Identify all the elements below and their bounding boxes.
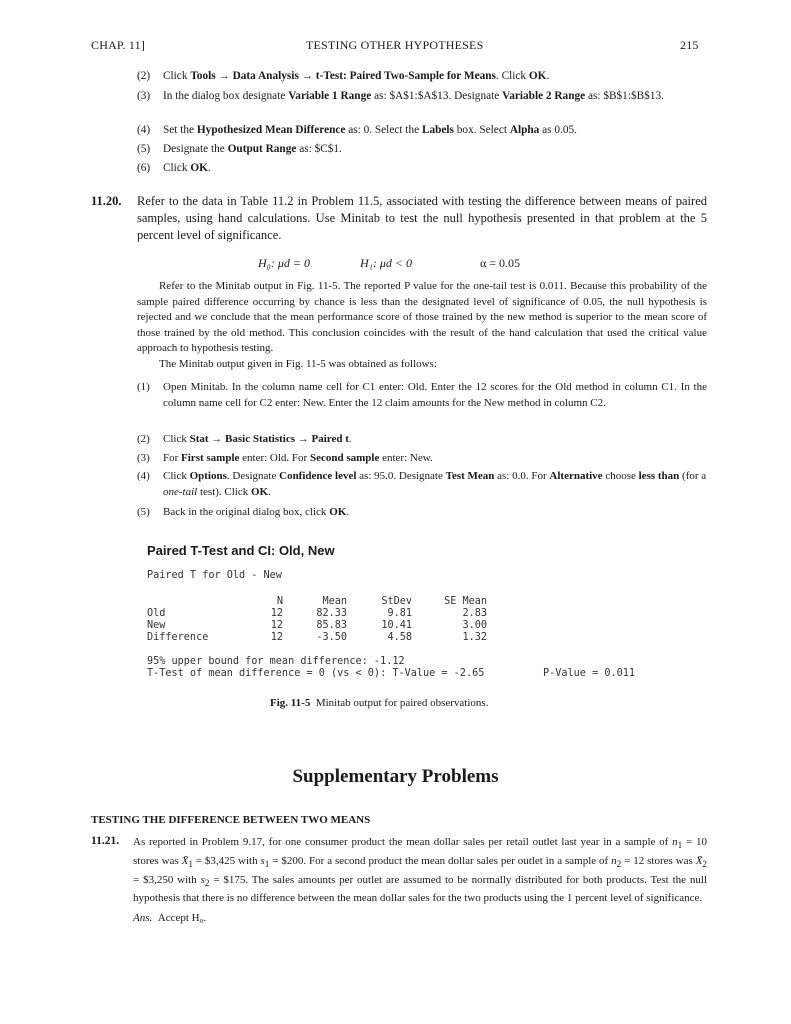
minitab-output-title: Paired T-Test and CI: Old, New — [147, 543, 335, 558]
minitab-step: (2) Click Stat → Basic Statistics → Paired t. — [137, 433, 352, 445]
problem-statement: As reported in Problem 9.17, for one consumer product the mean dollar sales per retail outlet last year in a sample of $n_1 = 10$ stores was $X̄_1$ = $3,425 with $s_1$ = $200. For a second product the mean dollar sales per outlet in a sample of $n_2 = 12$ stores was $X̄_2$ = $3,250 with $s_2$ = $175. The sales amounts per outlet are assumed to be normally distributed for both products. Test the null hypothesis that there is no difference between the mean dollar sales for the two products using the 1 percent level of significance. — [133, 836, 707, 905]
table-cell: 4.58 — [387, 632, 412, 643]
figure-caption — [270, 697, 488, 709]
minitab-step: (3) For First sample enter: Old. For Second sample enter: New. — [137, 452, 433, 464]
table-cell: 85.83 — [316, 620, 347, 631]
table-cell: 12 — [270, 608, 283, 619]
problem-number: 11.20. — [91, 194, 122, 208]
table-cell: 12 — [270, 632, 283, 643]
excel-step: (6) Click OK. — [137, 162, 211, 174]
answer-text: Accept H₀. — [157, 912, 207, 924]
null-hypothesis: H₀: μd = 0 — [258, 256, 310, 270]
table-cell: 2.83 — [462, 608, 487, 619]
answer — [133, 912, 206, 924]
procedure-intro: The Minitab output given in Fig. 11-5 was obtained as follows: — [159, 358, 437, 370]
row-label: Difference — [147, 632, 209, 643]
running-header-chapter: CHAP. 11] — [91, 38, 146, 52]
page-number: 215 — [680, 38, 699, 52]
row-label: Old — [147, 608, 166, 619]
minitab-step: (4) Click Options. Designate Confidence level as: 95.0. Designate Test Mean as: 0.0. For Alternative choose less than (for a one-tail test). Click OK. — [137, 470, 707, 498]
column-header: N — [276, 596, 283, 607]
column-header: Mean — [322, 596, 347, 607]
minitab-output-subtitle: Paired T for Old - New — [147, 570, 282, 581]
table-cell: 10.41 — [381, 620, 412, 631]
excel-step: (4) Set the Hypothesized Mean Difference as: 0. Select the Labels box. Select Alpha as 0.05. — [137, 124, 577, 136]
excel-step: (2) Click Tools → Data Analysis → t-Test: Paired Two-Sample for Means. Click OK. — [137, 70, 550, 82]
problem-statement: Refer to the data in Table 11.2 in Problem 11.5, associated with testing the difference between means of paired samples, using hand calculations. Use Minitab to test the null hypothesis presented in that problem at the 5 percent level of significance. — [137, 194, 707, 242]
significance-level: α = 0.05 — [480, 256, 521, 270]
answer-label: Ans. — [133, 912, 153, 924]
table-cell: 12 — [270, 620, 283, 631]
minitab-step: (1) Open Minitab. In the column name cell for C1 enter: Old. Enter the 12 scores for the Old method in column C1. In the column name cell for C2 enter: New. Enter the 12 claim amounts for the New method in column C2. — [137, 381, 707, 409]
alternative-hypothesis: H₁: μd < 0 — [360, 256, 412, 270]
table-cell: -3.50 — [316, 632, 347, 643]
excel-step: (5) Designate the Output Range as: $C$1. — [137, 143, 342, 155]
section-title: Supplementary Problems — [292, 766, 499, 787]
table-cell: 1.32 — [462, 632, 487, 643]
running-header-title: TESTING OTHER HYPOTHESES — [306, 38, 484, 52]
figure-caption-text: Minitab output for paired observations. — [315, 697, 489, 709]
upper-bound-line: 95% upper bound for mean difference: -1.12 — [147, 656, 405, 667]
minitab-step: (5) Back in the original dialog box, click OK. — [137, 506, 350, 518]
minitab-output-table — [147, 596, 507, 646]
table-cell: 82.33 — [316, 608, 347, 619]
column-header: StDev — [381, 596, 412, 607]
solution-paragraph: Refer to the Minitab output in Fig. 11-5. The reported P value for the one-tail test is 0.011. Because this probability of the sample paired difference occurring by chance is less than the designated level of significance of 0.05, the null hypothesis is rejected and we conclude that the mean performance score of those trained by the new method is superior to the mean score of those trained by the old method. This conclusion coincides with the result of the hand calculation that used the critical value approach to hypothesis testing. — [137, 280, 707, 355]
table-cell: 9.81 — [387, 608, 412, 619]
excel-step: (3) In the dialog box designate Variable 1 Range as: $A$1:$A$13. Designate Variable 2 Range as: $B$1:$B$13. — [137, 90, 664, 102]
p-value: P-Value = 0.011 — [543, 668, 636, 679]
t-test-line: T-Test of mean difference = 0 (vs < 0): T-Value = -2.65 — [147, 668, 485, 679]
column-header: SE Mean — [444, 596, 487, 607]
problem-number: 11.21. — [91, 835, 120, 847]
figure-label: Fig. 11-5 — [270, 697, 311, 709]
table-cell: 3.00 — [462, 620, 487, 631]
row-label: New — [147, 620, 166, 631]
subsection-title: TESTING THE DIFFERENCE BETWEEN TWO MEANS — [91, 814, 371, 826]
